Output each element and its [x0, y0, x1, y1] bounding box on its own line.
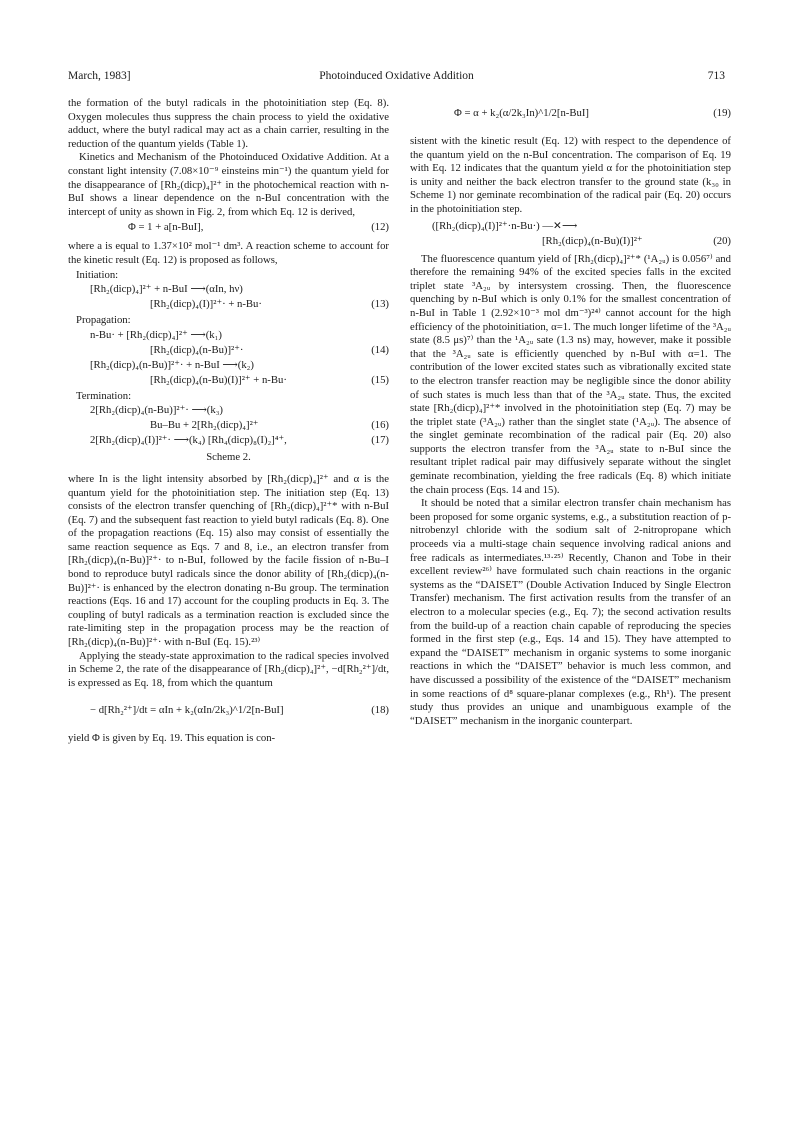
paragraph: yield Φ is given by Eq. 19. This equation is con-	[68, 732, 276, 745]
equation-19	[410, 97, 731, 131]
equation-number: (17)	[371, 434, 389, 447]
equation-number: (15)	[371, 373, 389, 386]
reaction-20-line2	[410, 235, 731, 250]
paragraph: It should be noted that a similar electron transfer chain mechanism has been proposed for some organic systems, e.g., a substitution reaction of p-nitrobenzyl chloride with the sodium salt of 2-nitropropane which proceeds via a multi-stage chain sequence involving radical anions and free radicals as intermediates.¹³·²⁵⁾ Recently, Chanon and Tobe in their excellent review²⁶⁾ have formulated such chain reactions in the organic systems as the “DAISET” (Double Activation Induced by Single Electron Transfer) mechanism. The first activation results from the transfer of an electron to a molecular species (e.g., Eq. 7); the second activation results from the build-up of a reaction chain capable of reproducing the species formed in the first step (e.g., Eqs. 14 and 15). They have attempted to expand the “DAISET” mechanism in organic systems to some inorganic reactions in which the “DAISET” behavior is much less common, and have discussed a possibility of the existence of the “DAISET” mechanism in some reactions of d⁸ square-planar complexes (e.g., Rh¹). The present study thus provides an unique and unambiguous example of the “DAISET” mechanism in the inorganic counterpart.	[410, 497, 731, 727]
equation-expression: Φ = 1 + a[n-BuI],	[128, 221, 204, 234]
reaction-products: Bu–Bu + 2[Rh₂(dicp)₄]²⁺	[150, 419, 259, 432]
reaction-products: [Rh₂(dicp)₄(I)]²⁺· + n-Bu·	[150, 298, 262, 311]
reaction-15-line1: [Rh₂(dicp)₄(n-Bu)]²⁺· + n-BuI ⟶(k₂)	[90, 358, 254, 371]
paragraph: where a is equal to 1.37×10² mol⁻¹ dm³. A reaction scheme to account for the kinetic result (Eq. 12) is proposed as follows,	[68, 240, 389, 266]
equation-12	[68, 221, 389, 238]
reaction-16-line2	[68, 419, 389, 434]
paragraph: The fluorescence quantum yield of [Rh₂(dicp)₄]²⁺* (¹A₂ᵤ) is 0.056⁷⁾ and therefore the remaining 94% of the excited species falls in the excited triplet state ³A₂ᵤ by intersystem crossing. Then, the fluorescence quenching by n-BuI which is only 0.1% for the smallest concentration of n-BuI in Table 1 (2.92×10⁻³ mol dm⁻³)²⁴⁾ cannot account for the high efficiency of the photoinitiation, α=1. The much longer lifetime of the ³A₂ᵤ state (8.5 μs)⁷⁾ than the ¹A₂ᵤ sate (1.3 ns) may, however, make it possible that the ³A₂ᵤ sate is efficiently quenched by n-BuI with α=1. The contribution of the lower excited states such as vibrationally excited state to the electron transfer reaction may be negligible since the donor ability of such states is much less than that of the ³A₂ᵤ state. Thus, the excited state [Rh₂(dicp)₄]²⁺* involved in the photoinitiation step (Eq. 7) may be the triplet state (³A₂ᵤ) rather than the singlet state (¹A₂ᵤ). The absence of the singlet geminate recombination of the radical pair (Eq. 20) also supports the electron transfer from the ³A₂ᵤ state to n-BuI since the resultant triplet radical pair may diffusively separate without the singlet geminate recombination, yielding the free radicals (Eq. 8) which initiate the chain process (Eqs. 14 and 15).	[410, 252, 731, 496]
scheme-caption: Scheme 2.	[206, 451, 251, 464]
reaction-13-line2	[68, 298, 389, 313]
reaction-products: [Rh₂(dicp)₄(n-Bu)(I)]²⁺ + n-Bu·	[150, 373, 287, 386]
equation-number: (18)	[371, 704, 389, 717]
running-header	[68, 70, 725, 86]
equation-number: (16)	[371, 419, 389, 432]
scheme-label-termination: Termination:	[76, 389, 132, 402]
reaction-products: [Rh₂(dicp)₄(n-Bu)(I)]²⁺	[542, 234, 643, 247]
equation-number: (13)	[371, 298, 389, 311]
left-column	[68, 97, 389, 746]
reaction-16-line1: 2[Rh₂(dicp)₄(n-Bu)]²⁺· ⟶(k₃)	[90, 404, 223, 417]
scheme-label-initiation: Initiation:	[76, 268, 119, 281]
right-column	[410, 97, 731, 728]
paragraph: sistent with the kinetic result (Eq. 12) with respect to the dependence of the quantum yield on the n-BuI concentration. The comparison of Eq. 19 with Eq. 12 indicates that the quantum yield α for the photoinitiation step is unity and neither the back electron transfer to the ground state (k₃₀ in Scheme 1) nor geminate recombination of the radical pair (Eq. 20) occurs in the photoinitiation step.	[410, 135, 731, 215]
paragraph: the formation of the butyl radicals in the photoinitiation step (Eq. 8). Oxygen molecules thus suppress the chain process to yield the oxidative adduct, where the butyl radical may act as a chain carrier, resulting in the reduction of the quantum yields (Table 1).	[68, 97, 389, 150]
reaction-15-line2	[68, 374, 389, 389]
equation-number: (14)	[371, 343, 389, 356]
equation-number: (12)	[371, 221, 389, 234]
reaction-products: [Rh₂(dicp)₄(n-Bu)]²⁺·	[150, 343, 244, 356]
reaction-20-line1: ([Rh₂(dicp)₄(I)]²⁺·n-Bu·) —✕⟶	[432, 219, 578, 232]
equation-18	[68, 694, 389, 728]
paragraph: where In is the light intensity absorbed by [Rh₂(dicp)₄]²⁺ and α is the quantum yield for the photoinitiation step. The initiation step (Eq. 13) consists of the electron transfer quenching of [Rh₂(dicp)₄]²⁺* with n-BuI (Eq. 7) and the subsequent fast reaction to yield butyl radicals (Eq. 8). One of the propagation reactions (Eq. 15) also may consist of essentially the same reaction sequence as Eqs. 7 and 8, i.e., an electron transfer from [Rh₂(dicp)₄(n-Bu)]²⁺· to n-BuI, followed by the facile fission of n-Bu–I bond to reproduce butyl radicals since the donor ability of [Rh₂(dicp)₄(n-Bu)]²⁺· is enhanced by the electron donating n-Bu group. The termination reactions (Eqs. 16 and 17) account for the coupling products in Eq. 3. The coupling of butyl radicals as a termination reaction is excluded since the rate-limiting step in the propagation process may be the reaction of [Rh₂(dicp)₄(n-Bu)]²⁺· with n-BuI (Eq. 15).²³⁾	[68, 472, 389, 649]
reaction-14-line1: n-Bu· + [Rh₂(dicp)₄]²⁺ ⟶(k₁)	[90, 328, 222, 341]
reaction-13-line1: [Rh₂(dicp)₄]²⁺ + n-BuI ⟶(αIn, hν)	[90, 283, 243, 296]
paragraph: Applying the steady-state approximation to the radical species involved in Scheme 2, the rate of the disappearance of [Rh₂(dicp)₄]²⁺, −d[Rh₂²⁺]/dt, is expressed as Eq. 18, from which the quantum	[68, 649, 389, 689]
page-number: 713	[707, 70, 725, 82]
running-title: Photoinduced Oxidative Addition	[319, 70, 474, 82]
equation-expression: Φ = α + k₂(α/2k₃In)^1/2[n-BuI]	[454, 107, 589, 119]
reaction-14-line2	[68, 344, 389, 359]
issue-date: March, 1983]	[68, 70, 131, 82]
paragraph: Kinetics and Mechanism of the Photoinduced Oxidative Addition. At a constant light intensity (7.08×10⁻⁹ einsteins min⁻¹) the quantum yield for the disappearance of [Rh₂(dicp)₄]²⁺ in the photochemical reaction with n-BuI shows a linear dependence on the n-BuI concentration with the intercept of unity as shown in Fig. 2, from which Eq. 12 is derived,	[68, 151, 389, 218]
scheme-label-propagation: Propagation:	[76, 314, 131, 327]
reaction-expression: 2[Rh₂(dicp)₄(I)]²⁺· ⟶(k₄) [Rh₄(dicp)₈(I)₂]⁴⁺,	[90, 434, 287, 447]
equation-number: (19)	[713, 107, 731, 119]
equation-number: (20)	[713, 234, 731, 247]
equation-expression: − d[Rh₂²⁺]/dt = αIn + k₂(αIn/2k₃)^1/2[n-BuI]	[90, 704, 284, 717]
reaction-17	[68, 434, 389, 449]
